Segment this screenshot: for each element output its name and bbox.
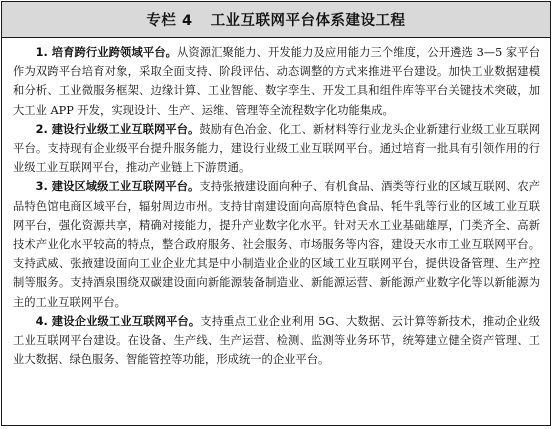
paragraph-enterprise-platform — [13, 312, 540, 370]
box-title: 工业互联网平台体系建设工程 — [210, 13, 406, 29]
paragraph-lead: 3. 建设区域级工业互联网平台。 — [35, 180, 200, 194]
paragraph-body: 支持重点工业企业利用 5G、大数据、云计算等新技术，推动企业级工业互联网平台建设。在设备、生产线、生产运营、检测、监测等业务环节，统筹建立健全资产管理、工业大数据、绿色服务、智能管控等功能，形成统一的企业平台。 — [13, 314, 540, 367]
paragraph-regional-platform — [13, 177, 540, 311]
paragraph-lead: 2. 建设行业级工业互联网平台。 — [35, 122, 200, 136]
feature-box — [1, 1, 551, 426]
paragraph-industry-platform — [13, 120, 540, 178]
paragraph-lead: 4. 建设企业级工业互联网平台。 — [35, 314, 201, 328]
paragraph-cross-industry-platform — [13, 43, 540, 120]
paragraph-body: 从资源汇聚能力、开发能力及应用能力三个维度，公开遴选 3—5 家平台作为双跨平台培育对象，采取全面支持、阶段评估、动态调整的方式来推进平台建设。加快工业数据建模和分析、工业微服务框架、边缘计算、工业智能、数字孪生、开发工具和组件库等平台关键技术突破，加大工业 APP 开发，实现设计、生产、运维、管理等全流程数字化功能集成。 — [13, 46, 540, 117]
box-header — [2, 2, 550, 38]
box-content — [2, 38, 550, 369]
paragraph-body: 支持张掖建设面向种子、有机食品、酒类等行业的区域互联网、农产品特色馆电商区域平台，辐射周边市州。支持甘南建设面向高原特色食品、牦牛乳等行业的区域工业互联网平台，强化资源共享，精确对接能力，提升产业数字化水平。针对天水工业基础雄厚，门类齐全、高新技术产业化水平较高的特点，整合政府服务、社会服务、市场服务等内容，建设天水市工业互联网平台。支持武威、张掖建设面向工业企业尤其是中小制造业企业的区域工业互联网平台，提供设备管理、生产控制等服务。支持酒泉围绕双碳建设面向新能源装备制造业、新能源运营、新能源产业数字化等以新能源为主的工业互联网平台。 — [13, 180, 540, 309]
column-label: 专栏 4 — [146, 13, 193, 29]
paragraph-body: 鼓励有色冶金、化工、新材料等行业龙头企业新建行业级工业互联网平台。支持现有企业级平台提升服务能力，建设行业级工业互联网平台。通过培育一批具有引领作用的行业级工业互联网平台，推动产业链上下游贯通。 — [13, 122, 540, 175]
paragraph-lead: 1. 培育跨行业跨领域平台。 — [35, 46, 177, 59]
